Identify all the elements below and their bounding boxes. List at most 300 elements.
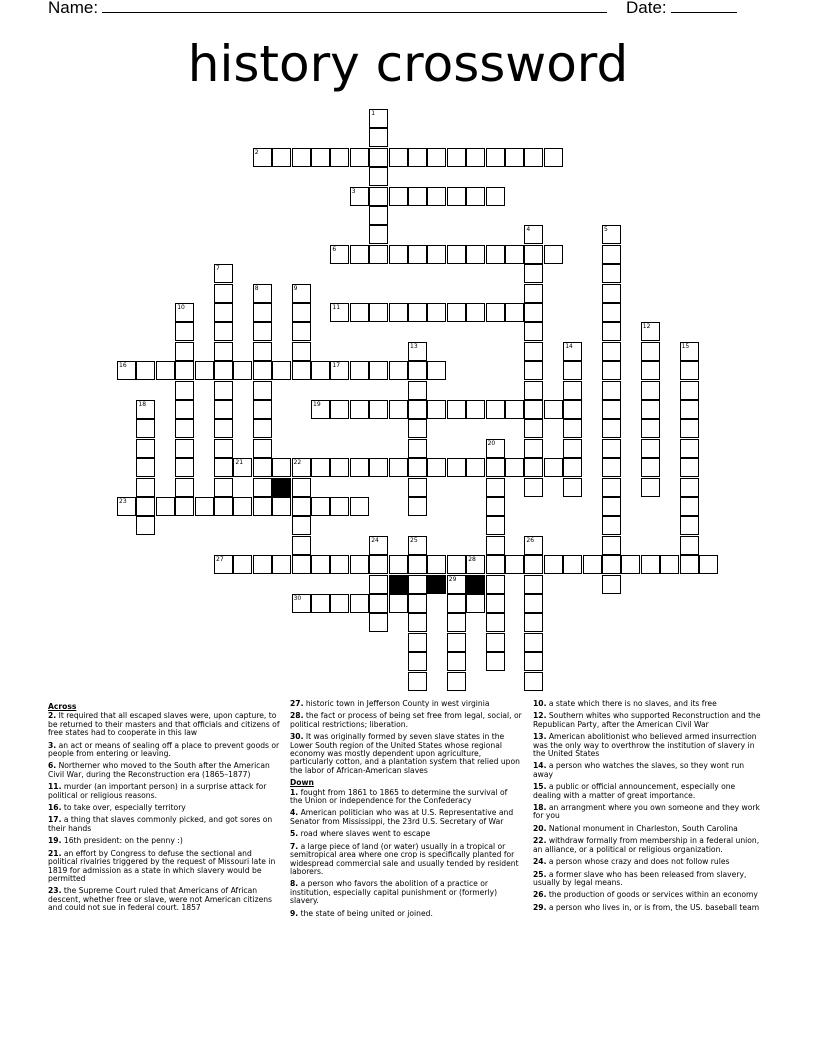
grid-cell[interactable]: [253, 419, 272, 438]
grid-cell[interactable]: [369, 128, 388, 147]
grid-cell[interactable]: [524, 400, 543, 419]
grid-cell[interactable]: [486, 594, 505, 613]
grid-cell[interactable]: [466, 400, 485, 419]
grid-cell[interactable]: [602, 439, 621, 458]
grid-cell[interactable]: [486, 633, 505, 652]
grid-cell[interactable]: [524, 381, 543, 400]
grid-cell[interactable]: [680, 516, 699, 535]
grid-cell[interactable]: [408, 478, 427, 497]
grid-cell[interactable]: [253, 381, 272, 400]
grid-cell[interactable]: [330, 555, 349, 574]
grid-cell[interactable]: [369, 109, 388, 128]
grid-cell[interactable]: [486, 497, 505, 516]
grid-cell[interactable]: [330, 361, 349, 380]
grid-cell[interactable]: [602, 536, 621, 555]
grid-cell[interactable]: [447, 633, 466, 652]
grid-cell[interactable]: [311, 400, 330, 419]
grid-cell[interactable]: [408, 361, 427, 380]
grid-cell[interactable]: [563, 555, 582, 574]
grid-cell[interactable]: [524, 613, 543, 632]
clue-number: 9: [293, 284, 298, 292]
grid-cell[interactable]: [369, 575, 388, 594]
black-cell: [466, 575, 485, 594]
grid-cell[interactable]: [408, 594, 427, 613]
grid-cell[interactable]: [563, 439, 582, 458]
grid-cell[interactable]: [350, 187, 369, 206]
grid-cell[interactable]: [602, 322, 621, 341]
grid-cell[interactable]: [389, 303, 408, 322]
grid-cell[interactable]: [253, 439, 272, 458]
grid-cell[interactable]: [389, 458, 408, 477]
grid-cell[interactable]: [136, 361, 155, 380]
grid-cell[interactable]: [680, 478, 699, 497]
grid-cell[interactable]: [486, 536, 505, 555]
clue-item: [290, 712, 522, 729]
grid-cell[interactable]: [233, 458, 252, 477]
grid-cell[interactable]: [253, 284, 272, 303]
clue-item: [48, 712, 280, 737]
clue-text: a large piece of land (or water) usually in a tropical or semitropical area where one crop is specifically planted for widespread commercial sale and usually tended by resident laborers.: [290, 841, 519, 876]
grid-cell[interactable]: [330, 148, 349, 167]
grid-cell[interactable]: [524, 322, 543, 341]
grid-cell[interactable]: [117, 497, 136, 516]
grid-cell[interactable]: [466, 187, 485, 206]
grid-cell[interactable]: [292, 361, 311, 380]
grid-cell[interactable]: [524, 342, 543, 361]
grid-cell[interactable]: [175, 342, 194, 361]
grid-cell[interactable]: [641, 342, 660, 361]
grid-cell[interactable]: [524, 633, 543, 652]
grid-cell[interactable]: [524, 245, 543, 264]
grid-cell[interactable]: [330, 245, 349, 264]
clue-number: 20: [487, 439, 496, 447]
grid-cell[interactable]: [505, 555, 524, 574]
grid-cell[interactable]: [292, 478, 311, 497]
grid-cell[interactable]: [486, 400, 505, 419]
grid-cell[interactable]: [253, 478, 272, 497]
grid-cell[interactable]: [350, 245, 369, 264]
grid-cell[interactable]: [195, 361, 214, 380]
grid-cell[interactable]: [253, 322, 272, 341]
grid-cell[interactable]: [408, 419, 427, 438]
grid-cell[interactable]: [447, 672, 466, 691]
grid-cell[interactable]: [272, 148, 291, 167]
grid-cell[interactable]: [136, 516, 155, 535]
grid-cell[interactable]: [175, 400, 194, 419]
grid-cell[interactable]: [369, 536, 388, 555]
grid-cell[interactable]: [486, 652, 505, 671]
grid-cell[interactable]: [408, 148, 427, 167]
grid-cell[interactable]: [369, 555, 388, 574]
grid-cell[interactable]: [253, 497, 272, 516]
clue-text: a person who watches the slaves, so they wont run away: [533, 761, 745, 779]
grid-cell[interactable]: [447, 187, 466, 206]
grid-cell[interactable]: [544, 245, 563, 264]
grid-cell[interactable]: [292, 536, 311, 555]
grid-cell[interactable]: [466, 148, 485, 167]
grid-cell[interactable]: [641, 478, 660, 497]
grid-cell[interactable]: [641, 381, 660, 400]
grid-cell[interactable]: [389, 245, 408, 264]
grid-cell[interactable]: [292, 555, 311, 574]
grid-cell[interactable]: [563, 381, 582, 400]
grid-cell[interactable]: [680, 536, 699, 555]
grid-cell[interactable]: [486, 439, 505, 458]
grid-cell[interactable]: [389, 361, 408, 380]
grid-cell[interactable]: [466, 245, 485, 264]
grid-cell[interactable]: [292, 148, 311, 167]
grid-cell[interactable]: [486, 516, 505, 535]
grid-cell[interactable]: [214, 361, 233, 380]
grid-cell[interactable]: [253, 458, 272, 477]
clue-number: 19: [313, 401, 321, 408]
grid-cell[interactable]: [292, 516, 311, 535]
grid-cell[interactable]: [602, 516, 621, 535]
grid-cell[interactable]: [175, 439, 194, 458]
grid-cell[interactable]: [427, 458, 446, 477]
grid-cell[interactable]: [369, 206, 388, 225]
grid-cell[interactable]: [292, 594, 311, 613]
grid-cell[interactable]: [427, 303, 446, 322]
grid-cell[interactable]: [524, 439, 543, 458]
grid-cell[interactable]: [369, 187, 388, 206]
grid-cell[interactable]: [389, 187, 408, 206]
grid-cell[interactable]: [602, 361, 621, 380]
grid-cell[interactable]: [253, 361, 272, 380]
grid-cell[interactable]: [447, 575, 466, 594]
grid-cell[interactable]: [311, 458, 330, 477]
grid-cell[interactable]: [563, 478, 582, 497]
grid-cell[interactable]: [524, 264, 543, 283]
grid-cell[interactable]: [369, 225, 388, 244]
grid-cell[interactable]: [544, 148, 563, 167]
clue-text: a person who favors the abolition of a practice or institution, especially capital punishment or (formerly) slavery.: [290, 879, 498, 906]
grid-cell[interactable]: [544, 555, 563, 574]
grid-cell[interactable]: [350, 303, 369, 322]
grid-cell[interactable]: [369, 245, 388, 264]
grid-cell[interactable]: [505, 458, 524, 477]
grid-cell[interactable]: [369, 361, 388, 380]
grid-cell[interactable]: [602, 458, 621, 477]
grid-cell[interactable]: [350, 458, 369, 477]
clue-number: 13: [410, 342, 418, 350]
grid-cell[interactable]: [350, 361, 369, 380]
grid-cell[interactable]: [621, 555, 640, 574]
grid-cell[interactable]: [292, 303, 311, 322]
grid-cell[interactable]: [427, 245, 446, 264]
grid-cell[interactable]: [524, 575, 543, 594]
grid-cell[interactable]: [408, 439, 427, 458]
grid-cell[interactable]: [486, 303, 505, 322]
grid-cell[interactable]: [330, 303, 349, 322]
grid-cell[interactable]: [447, 458, 466, 477]
grid-cell[interactable]: [214, 400, 233, 419]
grid-cell[interactable]: [292, 497, 311, 516]
grid-cell[interactable]: [233, 497, 252, 516]
grid-cell[interactable]: [602, 264, 621, 283]
grid-cell[interactable]: [447, 303, 466, 322]
grid-cell[interactable]: [486, 555, 505, 574]
grid-cell[interactable]: [466, 555, 485, 574]
grid-cell[interactable]: [524, 303, 543, 322]
grid-cell[interactable]: [486, 187, 505, 206]
grid-cell[interactable]: [175, 478, 194, 497]
grid-cell[interactable]: [524, 652, 543, 671]
grid-cell[interactable]: [330, 458, 349, 477]
grid-cell[interactable]: [486, 613, 505, 632]
clue-text: historic town in Jefferson County in west virginia: [303, 699, 490, 708]
grid-cell[interactable]: [641, 322, 660, 341]
grid-cell[interactable]: [524, 148, 543, 167]
grid-cell[interactable]: [408, 613, 427, 632]
grid-cell[interactable]: [602, 342, 621, 361]
grid-cell[interactable]: [214, 497, 233, 516]
grid-cell[interactable]: [602, 225, 621, 244]
grid-cell[interactable]: [214, 342, 233, 361]
grid-cell[interactable]: [602, 400, 621, 419]
grid-cell[interactable]: [486, 575, 505, 594]
grid-cell[interactable]: [253, 555, 272, 574]
grid-cell[interactable]: [602, 303, 621, 322]
grid-cell[interactable]: [427, 555, 446, 574]
grid-cell[interactable]: [408, 633, 427, 652]
grid-cell[interactable]: [214, 322, 233, 341]
grid-cell[interactable]: [253, 342, 272, 361]
grid-cell[interactable]: [369, 148, 388, 167]
grid-cell[interactable]: [272, 361, 291, 380]
grid-cell[interactable]: [524, 536, 543, 555]
grid-cell[interactable]: [699, 555, 718, 574]
grid-cell[interactable]: [311, 361, 330, 380]
grid-cell[interactable]: [563, 419, 582, 438]
grid-cell[interactable]: [447, 245, 466, 264]
grid-cell[interactable]: [214, 458, 233, 477]
grid-cell[interactable]: [524, 225, 543, 244]
grid-cell[interactable]: [136, 419, 155, 438]
grid-cell[interactable]: [330, 497, 349, 516]
grid-cell[interactable]: [292, 342, 311, 361]
grid-cell[interactable]: [311, 148, 330, 167]
grid-cell[interactable]: [602, 497, 621, 516]
grid-cell[interactable]: [466, 594, 485, 613]
grid-cell[interactable]: [680, 400, 699, 419]
grid-cell[interactable]: [311, 497, 330, 516]
grid-cell[interactable]: [350, 400, 369, 419]
grid-cell[interactable]: [408, 497, 427, 516]
grid-cell[interactable]: [389, 555, 408, 574]
grid-cell[interactable]: [447, 555, 466, 574]
grid-cell[interactable]: [233, 555, 252, 574]
grid-cell[interactable]: [486, 148, 505, 167]
clues-column-2: [290, 700, 522, 922]
grid-cell[interactable]: [292, 284, 311, 303]
grid-cell[interactable]: [447, 400, 466, 419]
grid-cell[interactable]: [563, 361, 582, 380]
grid-cell[interactable]: [175, 303, 194, 322]
grid-cell[interactable]: [253, 400, 272, 419]
grid-cell[interactable]: [214, 264, 233, 283]
grid-cell[interactable]: [563, 342, 582, 361]
grid-cell[interactable]: [408, 536, 427, 555]
grid-cell[interactable]: [233, 361, 252, 380]
grid-cell[interactable]: [369, 303, 388, 322]
grid-cell[interactable]: [524, 555, 543, 574]
grid-cell[interactable]: [641, 439, 660, 458]
grid-cell[interactable]: [311, 555, 330, 574]
grid-cell[interactable]: [389, 400, 408, 419]
grid-cell[interactable]: [156, 497, 175, 516]
grid-cell[interactable]: [408, 575, 427, 594]
clue-item: [533, 858, 765, 866]
grid-cell[interactable]: [641, 555, 660, 574]
grid-cell[interactable]: [408, 652, 427, 671]
grid-cell[interactable]: [350, 497, 369, 516]
grid-cell[interactable]: [369, 613, 388, 632]
grid-cell[interactable]: [175, 419, 194, 438]
grid-cell[interactable]: [680, 555, 699, 574]
grid-cell[interactable]: [175, 381, 194, 400]
grid-cell[interactable]: [544, 400, 563, 419]
grid-cell[interactable]: [427, 361, 446, 380]
grid-cell[interactable]: [466, 458, 485, 477]
grid-cell[interactable]: [524, 361, 543, 380]
clue-label: 20.: [533, 823, 547, 833]
grid-cell[interactable]: [408, 303, 427, 322]
grid-cell[interactable]: [389, 148, 408, 167]
grid-cell[interactable]: [175, 322, 194, 341]
grid-cell[interactable]: [505, 400, 524, 419]
grid-cell[interactable]: [214, 284, 233, 303]
grid-cell[interactable]: [680, 361, 699, 380]
grid-cell[interactable]: [369, 458, 388, 477]
grid-cell[interactable]: [427, 148, 446, 167]
grid-cell[interactable]: [680, 342, 699, 361]
grid-cell[interactable]: [350, 555, 369, 574]
grid-cell[interactable]: [524, 419, 543, 438]
grid-cell[interactable]: [408, 245, 427, 264]
grid-cell[interactable]: [292, 322, 311, 341]
grid-cell[interactable]: [505, 303, 524, 322]
grid-cell[interactable]: [175, 361, 194, 380]
grid-cell[interactable]: [524, 284, 543, 303]
grid-cell[interactable]: [524, 672, 543, 691]
grid-cell[interactable]: [369, 400, 388, 419]
grid-cell[interactable]: [602, 478, 621, 497]
grid-cell[interactable]: [447, 613, 466, 632]
grid-cell[interactable]: [175, 458, 194, 477]
grid-cell[interactable]: [447, 148, 466, 167]
grid-cell[interactable]: [466, 303, 485, 322]
grid-cell[interactable]: [369, 167, 388, 186]
grid-cell[interactable]: [505, 245, 524, 264]
grid-cell[interactable]: [195, 497, 214, 516]
grid-cell[interactable]: [253, 148, 272, 167]
grid-cell[interactable]: [641, 361, 660, 380]
grid-cell[interactable]: [408, 187, 427, 206]
clue-item: [290, 880, 522, 905]
grid-cell[interactable]: [602, 575, 621, 594]
grid-cell[interactable]: [447, 652, 466, 671]
grid-cell[interactable]: [136, 439, 155, 458]
grid-cell[interactable]: [563, 400, 582, 419]
grid-cell[interactable]: [408, 381, 427, 400]
grid-cell[interactable]: [272, 497, 291, 516]
grid-cell[interactable]: [369, 594, 388, 613]
grid-cell[interactable]: [117, 361, 136, 380]
grid-cell[interactable]: [563, 458, 582, 477]
grid-cell[interactable]: [680, 419, 699, 438]
grid-cell[interactable]: [156, 361, 175, 380]
grid-cell[interactable]: [175, 497, 194, 516]
grid-cell[interactable]: [272, 555, 291, 574]
grid-cell[interactable]: [602, 381, 621, 400]
grid-cell[interactable]: [583, 555, 602, 574]
clue-text: American politician who was at U.S. Representative and Senator from Mississippi, the 23rd U.S. Secretary of War: [290, 808, 514, 826]
grid-cell[interactable]: [350, 148, 369, 167]
grid-cell[interactable]: [408, 672, 427, 691]
clue-label: 26.: [533, 890, 547, 900]
grid-cell[interactable]: [680, 439, 699, 458]
grid-cell[interactable]: [486, 458, 505, 477]
grid-cell[interactable]: [486, 478, 505, 497]
grid-cell[interactable]: [486, 245, 505, 264]
grid-cell[interactable]: [544, 458, 563, 477]
grid-cell[interactable]: [505, 148, 524, 167]
grid-cell[interactable]: [680, 458, 699, 477]
clue-item: [533, 871, 765, 888]
grid-cell[interactable]: [136, 458, 155, 477]
grid-cell[interactable]: [408, 342, 427, 361]
grid-cell[interactable]: [427, 400, 446, 419]
grid-cell[interactable]: [427, 187, 446, 206]
grid-cell[interactable]: [330, 594, 349, 613]
grid-cell[interactable]: [680, 381, 699, 400]
grid-cell[interactable]: [447, 594, 466, 613]
grid-cell[interactable]: [680, 497, 699, 516]
grid-cell[interactable]: [641, 419, 660, 438]
grid-cell[interactable]: [330, 400, 349, 419]
grid-cell[interactable]: [214, 381, 233, 400]
grid-cell[interactable]: [214, 555, 233, 574]
grid-cell[interactable]: [524, 594, 543, 613]
grid-cell[interactable]: [214, 303, 233, 322]
grid-cell[interactable]: [136, 478, 155, 497]
grid-cell[interactable]: [292, 458, 311, 477]
grid-cell[interactable]: [253, 303, 272, 322]
grid-cell[interactable]: [408, 555, 427, 574]
grid-cell[interactable]: [408, 458, 427, 477]
grid-cell[interactable]: [602, 245, 621, 264]
grid-cell[interactable]: [524, 458, 543, 477]
grid-cell[interactable]: [136, 497, 155, 516]
grid-cell[interactable]: [136, 400, 155, 419]
grid-cell[interactable]: [350, 594, 369, 613]
grid-cell[interactable]: [602, 284, 621, 303]
grid-cell[interactable]: [272, 458, 291, 477]
grid-cell[interactable]: [602, 555, 621, 574]
grid-cell[interactable]: [660, 555, 679, 574]
grid-cell[interactable]: [311, 594, 330, 613]
grid-cell[interactable]: [214, 478, 233, 497]
grid-cell[interactable]: [214, 439, 233, 458]
grid-cell[interactable]: [602, 419, 621, 438]
grid-cell[interactable]: [524, 478, 543, 497]
grid-cell[interactable]: [408, 400, 427, 419]
grid-cell[interactable]: [641, 458, 660, 477]
grid-cell[interactable]: [389, 594, 408, 613]
grid-cell[interactable]: [641, 400, 660, 419]
grid-cell[interactable]: [214, 419, 233, 438]
